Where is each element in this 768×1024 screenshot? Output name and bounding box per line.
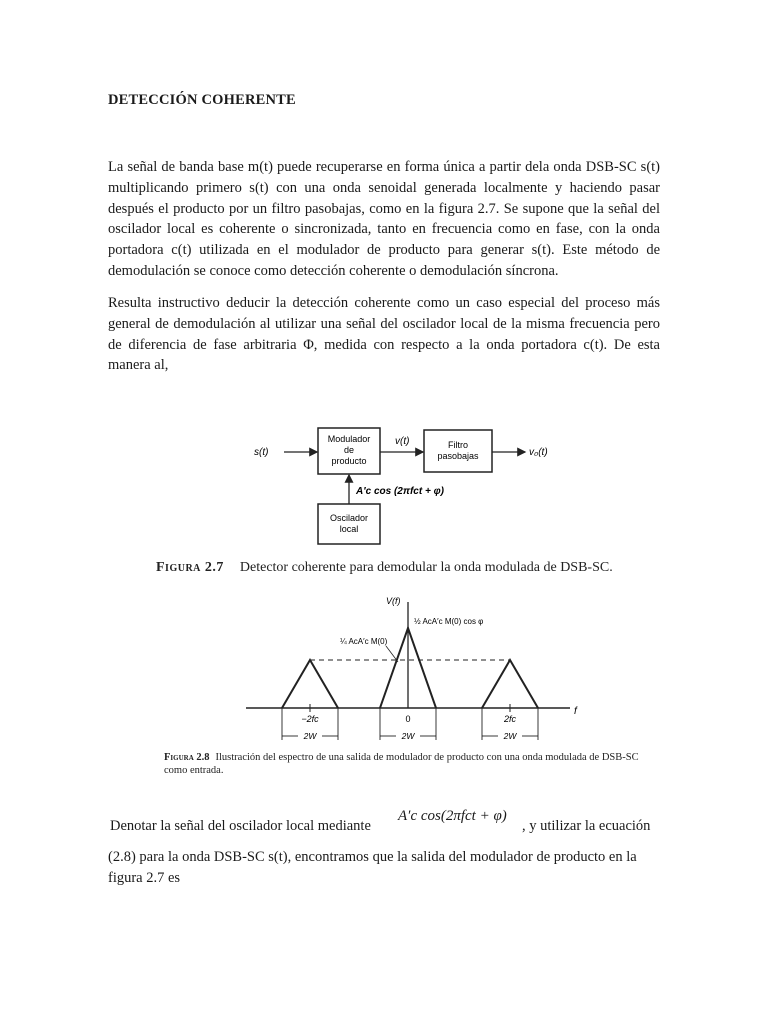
paragraph-3-mid: , y utilizar la ecuación [522,818,651,834]
filter-label-1: Filtro [448,440,468,450]
figure-2-8-caption [164,751,658,777]
figure-2-8-caption-text: Ilustración del espectro de una salida de modulador de producto con una onda modulada de DSB-SC como entrada. [164,752,639,776]
figure-2-8-caption-label: Figura 2.8 [164,752,210,763]
side-level-label: ¼ AcA′c M(0) [340,637,388,646]
figure-2-8-spectrum [240,590,590,750]
paragraph-1: La señal de banda base m(t) puede recuperarse en forma única a partir dela onda DSB-SC s(t) multiplicando primero s(t) con una onda senoidal generada localmente y haciendo pasar después el producto por un filtro pasobajas, como en la figura 2.7. Se supone que la señal del oscilador local es coherente o sincronizada, tanto en frecuencia como en fase, con la onda portadora c(t) utilizada en el modulador de producto para generar s(t). Este método de demodulación se conoce como detección coherente o demodulación síncrona. [108,159,660,279]
bandwidth-label-right: 2W [503,731,517,741]
tick-label-right: 2fc [503,714,517,724]
paragraph-3-start: Denotar la señal del oscilador local mediante [110,818,371,834]
output-signal-label: v₀(t) [529,447,548,458]
spectrum-y-label: V(f) [386,596,401,606]
peak-label: ½ AcA′c M(0) cos φ [414,617,484,626]
left-triangle [282,660,338,708]
oscillator-label-2: local [339,524,359,534]
paragraph-3-end: (2.8) para la onda DSB-SC s(t), encontramos que la salida del modulador de producto en la figura 2.7 es [108,849,637,886]
modulator-label-3: producto [331,456,367,466]
filter-label-2: pasobajas [437,451,479,461]
section-title: DETECCIÓN COHERENTE [108,92,296,108]
figure-2-7-caption-text: Detector coherente para demodular la onda modulada de DSB-SC. [239,560,613,575]
modulator-label-2: de [343,445,355,455]
oscillator-label-1: Oscilador [329,513,369,523]
right-triangle [482,660,538,708]
product-signal-label: v(t) [395,436,410,447]
input-signal-label: s(t) [254,447,269,458]
modulator-label-1: Modulador [327,434,371,444]
figure-2-7-caption-label: Figura 2.7 [156,560,224,575]
tick-label-left: −2fc [301,714,319,724]
oscillator-formula: A′c cos(2πfct + φ) [398,808,507,824]
tick-label-center: 0 [405,714,411,724]
paragraph-2: Resulta instructivo deducir la detección coherente como un caso especial del proceso más general de demodulación al utilizar una señal del oscilador local de la misma frecuencia pero de diferencia de fase arbitraria Φ, medida con respecto a la onda portadora c(t). De esta manera al, [108,295,660,374]
bandwidth-label-center: 2W [401,731,415,741]
oscillator-signal-label: A′c cos (2πfct + φ) [356,486,444,497]
bandwidth-label-left: 2W [303,731,317,741]
spectrum-x-label: f [574,706,577,717]
figure-2-7-block-diagram [250,418,580,553]
figure-2-7-caption [156,560,613,576]
